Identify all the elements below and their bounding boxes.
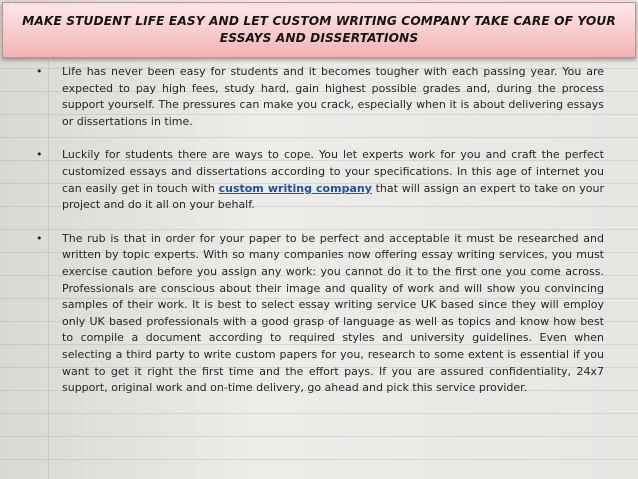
list-item: [36, 147, 604, 213]
paragraph-text: Life has never been easy for students and it becomes tougher with each passing year. You are expected to pay high fees, study hard, gain highest possible grades and, during the process support yourself. The pressures can make you crack, especially when it is about delivering essays or dissertations in time.: [62, 65, 604, 128]
slide-title: MAKE STUDENT LIFE EASY AND LET CUSTOM WRITING COMPANY TAKE CARE OF YOUR ESSAYS AND DISSERTATIONS: [22, 14, 616, 45]
custom-writing-company-link[interactable]: custom writing company: [218, 181, 372, 195]
list-item: [36, 231, 604, 397]
bullet-icon: •: [36, 231, 43, 245]
paragraph-text-before-link: Luckily for students there are ways to cope. You let experts work for you and craft the perfect customized essays and dissertations according to your specifications. In this age of internet you can easily get in touch with: [62, 148, 604, 195]
title-banner: [2, 2, 636, 58]
bullet-icon: •: [36, 148, 43, 162]
paragraph-text-after-link: that will assign an expert to take on your project and do it all on your behalf.: [62, 181, 604, 212]
bullet-icon: •: [36, 65, 43, 78]
paragraph-text: The rub is that in order for your paper to be perfect and acceptable it must be researched and written by topic experts. With so many companies now offering essay writing services, you must exercise caution before you assign any work: you cannot do it to the first one you come across. Professionals are conscious about their image and quality of work and will show you convincing samples of their work. It is best to select essay writing service UK based since they will employ only UK based professionals with a good grasp of language as well as topics and know how best to compile a document according to required styles and university guidelines. Even when selecting a third party to write custom papers for you, research to some extent is essential if you want to get it right the first time and the effort pays. If you are assured confidentiality, 24x7 support, original work and on-time delivery, go ahead and pick this service provider.: [62, 231, 604, 395]
bullet-list: [36, 64, 604, 397]
list-item: [36, 64, 604, 130]
